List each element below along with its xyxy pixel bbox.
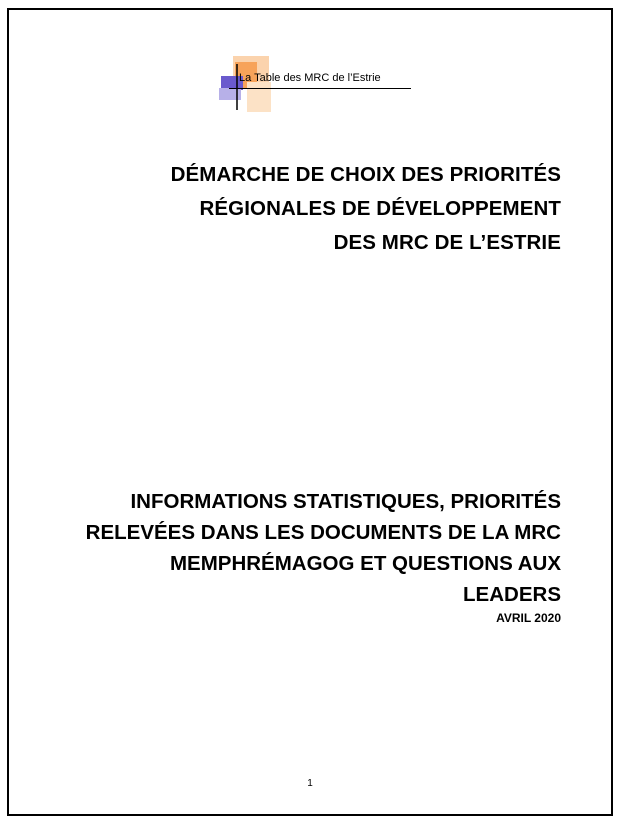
document-title-line: DÉMARCHE DE CHOIX DES PRIORITÉS — [170, 163, 561, 186]
document-title-line: RÉGIONALES DE DÉVELOPPEMENT — [199, 197, 561, 220]
logo-square-light — [247, 82, 271, 112]
document-subtitle-line: INFORMATIONS STATISTIQUES, PRIORITÉS — [130, 490, 561, 513]
logo-underline — [229, 88, 411, 89]
document-subtitle-line: LEADERS — [463, 583, 561, 606]
document-subtitle-line: RELEVÉES DANS LES DOCUMENTS DE LA MRC — [85, 521, 561, 544]
page-number: 1 — [307, 778, 313, 789]
logo-text: La Table des MRC de l’Estrie — [239, 72, 381, 84]
organization-logo — [207, 52, 417, 120]
document-title — [61, 158, 561, 260]
document-title-line: DES MRC DE L’ESTRIE — [333, 231, 561, 254]
logo-graphic-icon — [207, 52, 277, 120]
document-subtitle — [21, 486, 561, 610]
document-subtitle-line: MEMPHRÉMAGOG ET QUESTIONS AUX — [169, 552, 561, 575]
document-date: AVRIL 2020 — [496, 611, 561, 625]
document-page — [7, 8, 613, 816]
